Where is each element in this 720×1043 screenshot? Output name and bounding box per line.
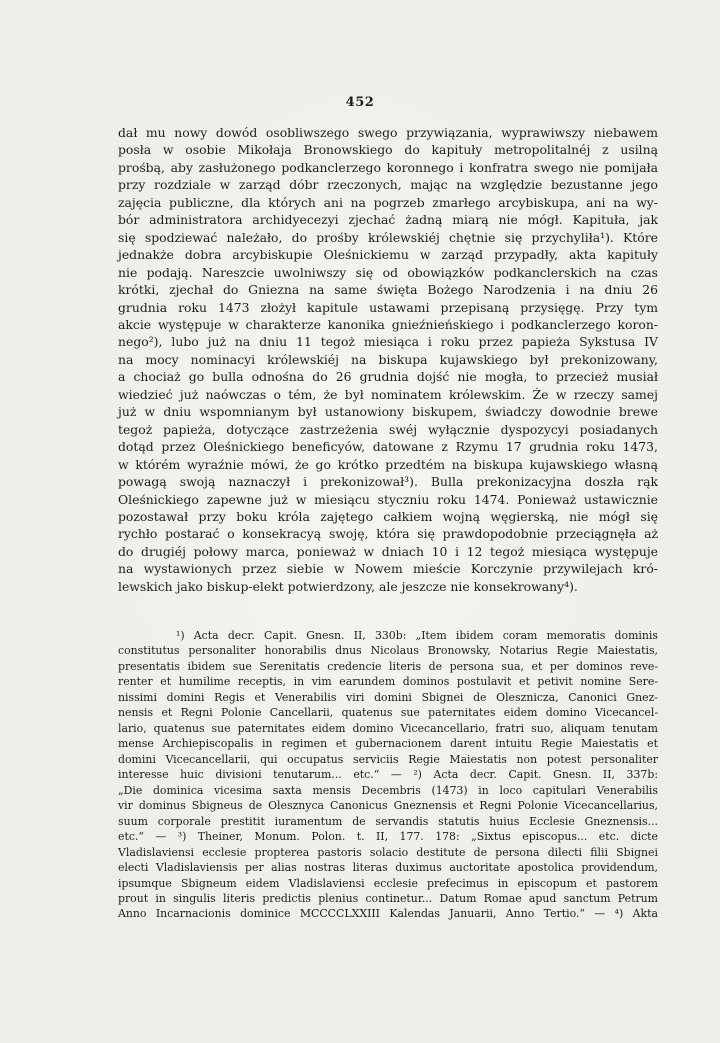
text-line: powagą swoją naznaczył i prekonizował³). Bulla prekonizacyjna doszła rąk [118, 474, 658, 490]
text-line: dał mu nowy dowód osobliwszego swego przywiązania, wyprawiwszy niebawem [118, 125, 658, 140]
footnote-line: prout in singulis literis predictis plenius continetur... Datum Romae apud sanctum Petrum [118, 891, 658, 905]
text-line: akcie występuje w charakterze kanonika gnieźnieńskiego i podkanclerzego koron- [118, 316, 658, 332]
footnote-line: Vladislaviensi ecclesie propterea pastoris solacio destitute de persona dilecti filii Sbignei [118, 845, 658, 859]
text-line: prośbą, aby zasłużonego podkanclerzego koronnego i konfratra swego nie pomijała [118, 159, 658, 175]
text-line: na wystawionych przez siebie w Nowem mieście Korczynie przywilejach kró- [118, 561, 658, 577]
text-line: pozostawał przy boku króla zajętego całkiem wojną węgierską, nie mógł się [118, 508, 658, 524]
footnote-line: interesse huic divisioni tenutarum... etc.“ — ²) Acta decr. Capit. Gnesn. II, 337b: [118, 768, 658, 782]
footnote-line: mense Archiepiscopalis in regimen et gubernacionem darent intuitu Regie Maiestatis et [118, 737, 658, 751]
footnotes [118, 628, 658, 922]
text-line: grudnia roku 1473 złożył kapitule ustawami przepisaną przysięgę. Przy tym [118, 299, 658, 315]
footnote-line: electi Vladislaviensis per alias nostras literas duximus auctoritate apostolica providendum, [118, 861, 658, 875]
text-line: przy rozdziale w zarząd dóbr rzeczonych, mając na względzie bezustanne jego [118, 177, 658, 193]
text-line: lewskich jako biskup-elekt potwierdzony, ale jeszcze nie konsekrowany⁴). [118, 578, 578, 594]
footnote-line: presentatis ibidem sue Serenitatis credencie literis de persona sua, et per dominos reve- [118, 659, 658, 673]
text-line: a chociaż go bulla odnośna do 26 grudnia dojść nie mogła, to przecież musiał [118, 369, 658, 385]
footnote-line: Anno Incarnacionis dominice MCCCCLXXIII Kalendas Januarii, Anno Tertio.“ — ⁴) Akta [118, 907, 658, 921]
text-line: w którém wyraźnie mówi, że go krótko przedtém na biskupa kujawskiego własną [118, 456, 658, 472]
page-number: 452 [345, 95, 375, 110]
text-line: do drugiéj połowy marca, ponieważ w dniach 10 i 12 tegoż miesiąca występuje [118, 543, 658, 559]
text-line: się spodziewać należało, do prośby królewskiéj chętnie się przychyliła¹). Które [118, 229, 658, 245]
text-line: nego²), lubo już na dniu 11 tegoż miesiąca i roku przez papieża Sykstusa IV [118, 334, 658, 350]
text-line: wiedzieć już naówczas o tém, że był nominatem królewskim. Że w rzeczy samej [118, 386, 658, 402]
footnote-line: constitutus personaliter honorabilis dnus Nicolaus Bronowsky, Notarius Regie Maiestatis, [118, 644, 658, 658]
text-line: Oleśnickiego zapewne już w miesiącu styczniu roku 1474. Ponieważ ustawicznie [118, 491, 658, 507]
text-line: posła w osobie Mikołaja Bronowskiego do kapituły metropolitalnéj z usilną [118, 142, 658, 158]
footnote-line: „Die dominica vicesima saxta mensis Decembris (1473) in loco capitulari Venerabilis [118, 783, 658, 797]
footnote-line: domini Vicecancellarii, qui occupatus serviciis Regie Maiestatis non potest personaliter [118, 752, 658, 766]
text-line: już w dniu wspomnianym był ustanowiony biskupem, świadczy dowodnie brewe [118, 404, 658, 420]
footnote-line: suum corporale prestitit iuramentum de servandis statutis huius Ecclesie Gneznensis... [118, 814, 658, 828]
footnote-line: etc.“ — ³) Theiner, Monum. Polon. t. II, 177. 178: „Sixtus episcopus... etc. dicte [118, 830, 658, 844]
main-text [118, 124, 658, 595]
text-line: jednakże dobra arcybiskupie Oleśnickiemu w zarząd przypadły, akta kapituły [118, 247, 658, 263]
footnote-line: lario, quatenus sue paternitates eidem domino Vicecancellario, fratri suo, aliquam tenutam [118, 721, 658, 735]
text-line: bór administratora archidyecezyi zjechać żadną miarą nie mógł. Kapituła, jak [118, 212, 658, 228]
text-line: zajęcia publiczne, dla których ani na pogrzeb zmarłego arcybiskupa, ani na wy- [118, 194, 658, 210]
text-line: krótki, zjechał do Gniezna na same święta Bożego Narodzenia i na dniu 26 [118, 282, 658, 298]
footnote-line: nissimi domini Regis et Venerabilis viri domini Sbignei de Olesznicza, Canonici Gnez- [118, 690, 658, 704]
footnote-line: ¹) Acta decr. Capit. Gnesn. II, 330b: „Item ibidem coram memoratis dominis [176, 629, 658, 642]
text-line: rychło postarać o konsekracyą swoję, która się prawdopodobnie przeciągnęła aż [118, 526, 658, 542]
text-line: na mocy nominacyi królewskiéj na biskupa kujawskiego był prekonizowany, [118, 351, 658, 367]
text-line: tegoż papieża, dotyczące zastrzeżenia swéj wyłącznie dyspozycyi posiadanych [118, 421, 658, 437]
text-line: nie podają. Nareszcie uwolniwszy się od obowiązków podkanclerskich na czas [118, 264, 658, 280]
footnote-line: renter et humilime receptis, in vim earundem dominos postulavit et petivit nomine Sere- [118, 675, 658, 689]
text-line: dotąd przez Oleśnickiego beneficyów, datowane z Rzymu 17 grudnia roku 1473, [118, 439, 658, 455]
footnote-line: nensis et Regni Polonie Cancellarii, quatenus sue paternitates eidem domino Vicecancel- [118, 706, 658, 720]
footnote-line: ipsumque Sbigneum eidem Vladislaviensi ecclesie prefecimus in episcopum et pastorem [118, 876, 658, 890]
footnote-line: vir dominus Sbigneus de Olesznyca Canonicus Gneznensis et Regni Polonie Vicecancellarius, [118, 799, 658, 813]
